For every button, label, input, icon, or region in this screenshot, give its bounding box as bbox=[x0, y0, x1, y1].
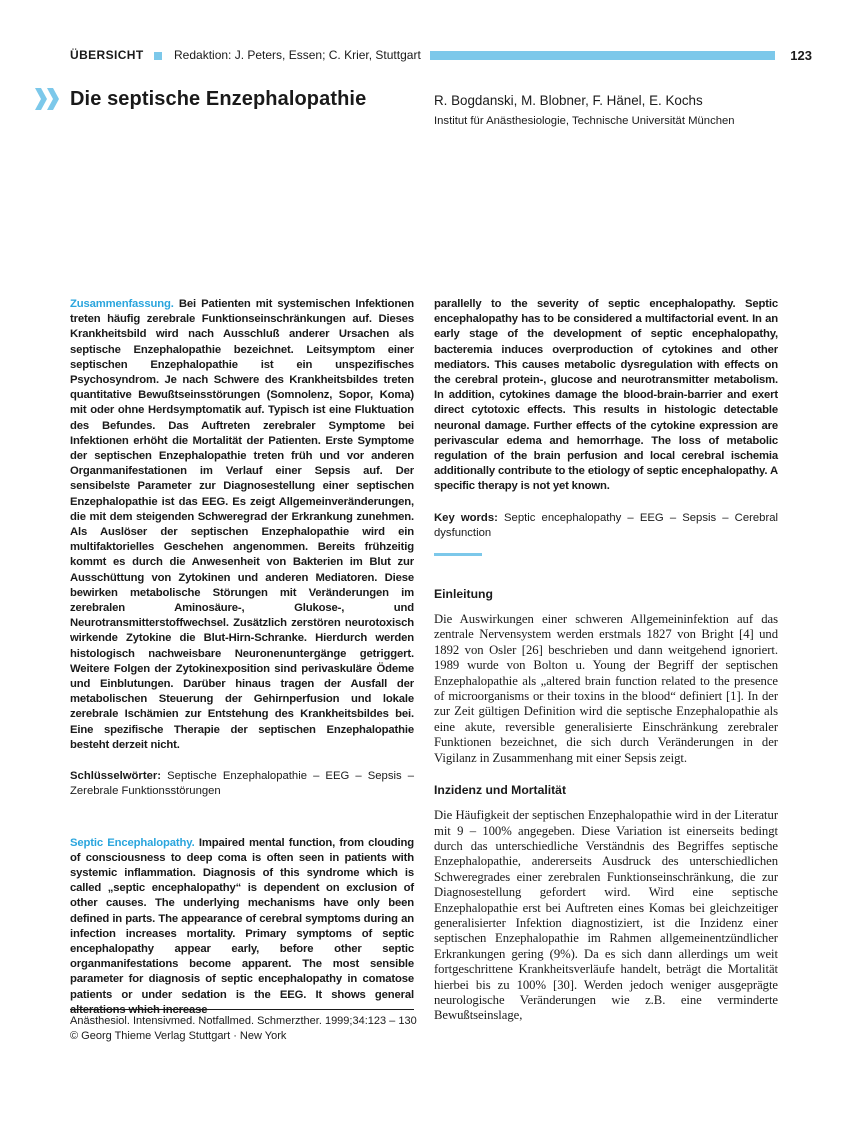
footer-rule bbox=[70, 1009, 414, 1010]
running-header bbox=[70, 47, 812, 65]
authors: R. Bogdanski, M. Blobner, F. Hänel, E. Kochs bbox=[434, 93, 703, 108]
section-body-einleitung: Die Auswirkungen einer schweren Allgemeininfektion auf das zentrale Nervensystem werden erstmals 1827 von Bright [4] und 1892 von Osler [26] beschrieben und dann weitgehend ignoriert. 1989 wurde von Bolton u. Young der Begriff der septischen Enzephalopathie als „altered brain function related to the presence of microorganisms or their toxins in the blood“ definiert [1]. In der zur Zeit gültigen Definition wird die septische Enzephalopathie als eine akute, reversible generalisierte Einschränkung zerebraler Funktionen bezeichnet, die sich durch Veränderungen in der Vigilanz in Zusammenhang mit einer Sepsis zeigt. bbox=[434, 612, 778, 765]
editors-line: Redaktion: J. Peters, Essen; C. Krier, Stuttgart bbox=[174, 48, 421, 62]
affiliation: Institut für Anästhesiologie, Technische Universität München bbox=[434, 115, 735, 127]
section-body-inzidenz: Die Häufigkeit der septischen Enzephalopathie wird in der Literatur mit 9 – 100% angegeben. Diese Variation ist einerseits bedingt durch das unterschiedliche Verständnis des Begriffes septische Enzephalopathie, andererseits Ausdruck des unterschiedlichen Schweregrades einer zerebralen Funktionseinschränkung, die zur Diagnosestellung gefordert wird. Wird eine septische Enzephalopathie erst bei Auftreten eines Komas bei gleichzeitiger generalisierter Infektion diagnostiziert, ist die Inzidenz einer septischen Enzephalopathie im Rahmen allgemeinentzündlicher Erkrankungen gering (9%). Da es sich dann allerdings um weit fortgeschrittene Krankheitsverläufe handelt, beträgt die Mortalität hierbei bis zu 100% [30]. Werden jedoch weniger ausgeprägte neurologische Veränderungen wie z.B. eine verminderte Bewußtseinslage, bbox=[434, 808, 778, 1023]
keywords-german-text: Septische Enzephalopathie – EEG – Sepsis – Zerebrale Funktionsstörungen bbox=[70, 770, 414, 798]
abstract-german-text: Bei Patienten mit systemischen Infektionen treten häufig zerebrale Funktionseinschränkungen auf. Dieses Krankheitsbild wird nach Ausschluß anderer Ursachen als septische Enzephalopathie bezeichnet. Leitsymptom einer septischen Enzephalopathie ist ein unspezifisches Psychosyndrom. Je nach Schwere des Krankheitsbildes treten quantitative Bewußtseinsstörungen (Somnolenz, Sopor, Koma) mit oder ohne Herdsymptomatik auf. Typisch ist eine Fluktuation des Befundes. Das Auftreten zerebraler Symptome bei Infektionen erhöht die Mortalität der Patienten. Erste Symptome der septischen Enzephalopathie treten früh und vor anderen Organmanifestationen im Verlauf einer Sepsis auf. Der sensibelste Parameter zur Diagnosestellung einer septischen Enzephalopathie ist das EEG. Es zeigt Allgemeinveränderungen, die mit dem steigenden Schweregrad der Erkrankung zunehmen. Als Auslöser der septischen Enzephalopathie wird ein multifaktorielles Geschehen angenommen. Bereits frühzeitig kommt es durch die Anwesenheit von Bakterien im Blut zur Ausschüttung von Zytokinen und anderen Mediatoren. Diese bewirken metabolische Störungen mit Veränderungen im zerebralen Aminosäure-, Glukose-, und Neurotransmitterstoffwechsel. Zusätzlich zerstören neurotoxisch wirkende Zytokine die Blut-Hirn-Schranke. Hierdurch werden histologisch nachweisbare Neuronenuntergänge getriggert. Weitere Folgen der Zytokinexposition sind perivaskuläre Ödeme und Einblutungen. Darüber hinaus tragen der Ausfall der metabolischen Steuerung der Gehirnperfusion und lokale zerebrale Ischämien zur Entstehung des Krankheitsbildes bei. Eine spezifische Therapie der septischen Enzephalopathie besteht derzeit nicht. bbox=[70, 298, 414, 751]
section-heading-inzidenz: Inzidenz und Mortalität bbox=[434, 783, 567, 798]
abstract-english-text: Impaired mental function, from clouding of consciousness to deep coma is often seen in patients with systemic inflammation. Diagnosis of this syndrome which is called „septic encephalopathy“ is dependent on exclusion of other causes. The underlying mechanisms have only been defined in parts. The appearance of cerebral symptoms during an infection increases mortality. Primary symptoms of septic encephalopathy appear early, before other septic organmanifestations become apparent. The most sensible parameter for diagnosis of septic encephalopathy in comatose patients or under sedation is the EEG. It shows general bbox=[70, 836, 415, 1001]
header-square-icon bbox=[154, 52, 162, 60]
section-divider bbox=[434, 553, 482, 556]
abstract-english-lead: Septic Encephalopathy. bbox=[70, 836, 195, 849]
keywords-german-label: Schlüsselwörter: bbox=[70, 770, 162, 783]
publisher-line: © Georg Thieme Verlag Stuttgart · New York bbox=[70, 1029, 287, 1042]
double-chevron-icon bbox=[35, 88, 61, 110]
section-label: ÜBERSICHT bbox=[70, 48, 144, 62]
left-column bbox=[70, 297, 414, 1018]
keywords-german bbox=[70, 769, 414, 799]
article-title: Die septische Enzephalopathie bbox=[70, 88, 367, 110]
keywords-english bbox=[434, 511, 778, 541]
abstract-english-continued: parallelly to the severity of septic encephalopathy. Septic encephalopathy has to be considered a multifactorial event. In an early stage of the development of septic encephalopathy, bacteremia induces overproduction of cytokines and other mediators. This causes metabolic dysregulation with effects on the cerebral protein-, glucose and neurotransmitter metabolism. In addition, cytokines damage the blood-brain-barrier and exert direct cytotoxic effects. This results in histologic detectable neuronal damage. Further effects of the cytokine expression are perivascular edema and hemorrhage. The loss of metabolic regulation of the brain perfusion and local cerebral ischemia additionally contribute to the etiology of septic encephalopathy. A specific therapy is not yet known. bbox=[434, 298, 778, 493]
keywords-english-text: Septic encephalopathy – EEG – Sepsis – Cerebral dysfunction bbox=[434, 511, 778, 539]
journal-citation: Anästhesiol. Intensivmed. Notfallmed. Schmerzther. 1999;34:123 – 130 bbox=[70, 1015, 417, 1027]
page-number: 123 bbox=[790, 48, 812, 63]
keywords-english-label: Key words: bbox=[434, 511, 498, 524]
section-heading-einleitung: Einleitung bbox=[434, 587, 493, 602]
footer bbox=[70, 1014, 417, 1043]
right-column bbox=[434, 297, 778, 1024]
header-accent-bar bbox=[430, 51, 775, 60]
abstract-german bbox=[70, 297, 414, 753]
abstract-english bbox=[70, 836, 414, 1018]
abstract-german-lead: Zusammenfassung. bbox=[70, 298, 174, 310]
